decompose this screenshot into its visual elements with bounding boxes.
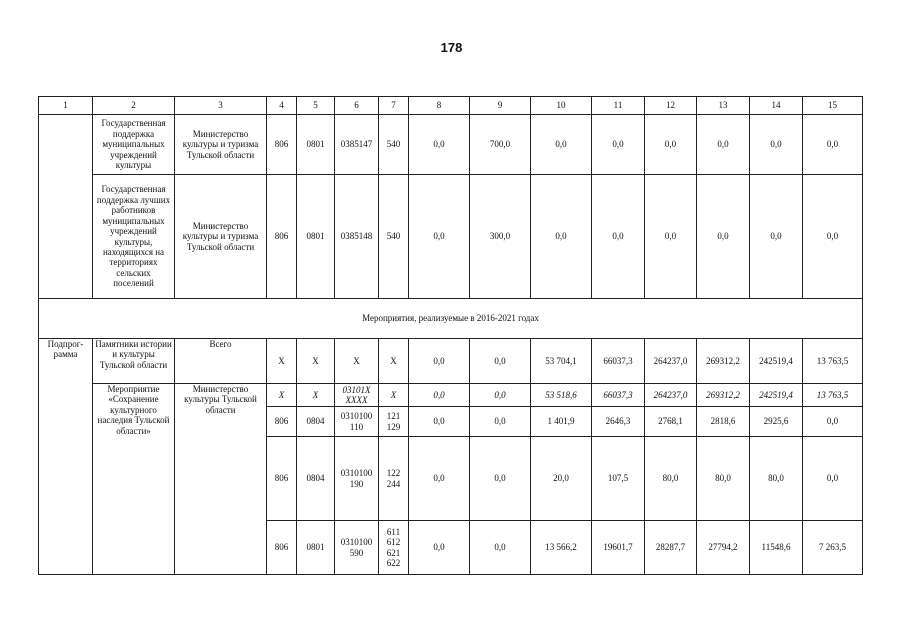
measure-agency: Министерство культуры Тульской области [175, 384, 267, 575]
cell: X [297, 339, 335, 384]
cell: 7 263,5 [803, 521, 863, 575]
cell: 0,0 [592, 175, 645, 299]
cell: 0,0 [470, 437, 531, 521]
header-row [39, 97, 863, 115]
cell: 0385148 [335, 175, 379, 299]
cell: 0,0 [531, 175, 592, 299]
budget-table [38, 96, 863, 575]
cell: 0,0 [803, 115, 863, 175]
program-label: Подпрог-рамма [39, 339, 93, 575]
cell: 53 704,1 [531, 339, 592, 384]
col-header: 15 [803, 97, 863, 115]
cell: 2818,6 [697, 407, 750, 437]
cell: 0,0 [803, 437, 863, 521]
cell: 03101X XXXX [335, 384, 379, 407]
cell: 13 763,5 [803, 339, 863, 384]
cell: 0,0 [750, 175, 803, 299]
col-header: 8 [409, 97, 470, 115]
cell: 0,0 [409, 115, 470, 175]
cell: X [379, 339, 409, 384]
table-row [39, 115, 863, 175]
cell: X [335, 339, 379, 384]
cell: 107,5 [592, 437, 645, 521]
cell: 0,0 [470, 407, 531, 437]
cell: 80,0 [750, 437, 803, 521]
cell: 11548,6 [750, 521, 803, 575]
cell: 0804 [297, 437, 335, 521]
col-header: 7 [379, 97, 409, 115]
cell: 0,0 [645, 115, 697, 175]
cell: 0,0 [409, 521, 470, 575]
program-total-row [39, 339, 863, 384]
cell: 700,0 [470, 115, 531, 175]
cell: 0,0 [409, 407, 470, 437]
col-header: 4 [267, 97, 297, 115]
cell: 121 129 [379, 407, 409, 437]
cell: 0804 [297, 407, 335, 437]
cell: 19601,7 [592, 521, 645, 575]
cell: 264237,0 [645, 384, 697, 407]
col-header: 9 [470, 97, 531, 115]
cell: 0,0 [645, 175, 697, 299]
cell: 27794,2 [697, 521, 750, 575]
col-header: 10 [531, 97, 592, 115]
col-header: 6 [335, 97, 379, 115]
cell: 1 401,9 [531, 407, 592, 437]
agency-name: Министерство культуры и туризма Тульской области [175, 115, 267, 175]
cell: X [379, 384, 409, 407]
cell: 20,0 [531, 437, 592, 521]
cell: 0385147 [335, 115, 379, 175]
cell: 0,0 [750, 115, 803, 175]
cell: 0,0 [409, 437, 470, 521]
cell: 0801 [297, 521, 335, 575]
cell: 0801 [297, 175, 335, 299]
cell: 540 [379, 115, 409, 175]
measure-name: Государственная поддержка лучших работников муниципальных учреждений культуры, находящихся на территориях сельских поселений [93, 175, 175, 299]
cell: 0,0 [470, 384, 531, 407]
col-header: 14 [750, 97, 803, 115]
cell: 0,0 [803, 407, 863, 437]
cell: 264237,0 [645, 339, 697, 384]
agency-name: Министерство культуры и туризма Тульской области [175, 175, 267, 299]
cell: 13 566,2 [531, 521, 592, 575]
col-header: 11 [592, 97, 645, 115]
program-name: Памятники истории и культуры Тульской области [93, 339, 175, 384]
table-row [39, 175, 863, 299]
cell: 806 [267, 175, 297, 299]
empty-cell [39, 115, 93, 299]
cell: 0,0 [803, 175, 863, 299]
cell: 806 [267, 407, 297, 437]
vsego-label: Всего [175, 339, 267, 384]
cell: 0310100 190 [335, 437, 379, 521]
cell: 0,0 [531, 115, 592, 175]
cell: X [267, 384, 297, 407]
col-header: 12 [645, 97, 697, 115]
col-header: 2 [93, 97, 175, 115]
measure-name: Мероприятие «Сохранение культурного наследия Тульской области» [93, 384, 175, 575]
cell: 0,0 [470, 521, 531, 575]
measure-name: Государственная поддержка муниципальных учреждений культуры [93, 115, 175, 175]
cell: 80,0 [697, 437, 750, 521]
cell: 0801 [297, 115, 335, 175]
cell: 80,0 [645, 437, 697, 521]
cell: X [297, 384, 335, 407]
cell: 269312,2 [697, 384, 750, 407]
col-header: 13 [697, 97, 750, 115]
cell: 540 [379, 175, 409, 299]
measure-total-row [39, 384, 863, 407]
cell: 242519,4 [750, 384, 803, 407]
cell: 0,0 [409, 175, 470, 299]
section-title: Мероприятия, реализуемые в 2016-2021 годах [39, 299, 863, 339]
cell: 0,0 [409, 339, 470, 384]
cell: 2768,1 [645, 407, 697, 437]
cell: 0310100 590 [335, 521, 379, 575]
cell: 806 [267, 521, 297, 575]
cell: 0,0 [470, 339, 531, 384]
cell: 300,0 [470, 175, 531, 299]
col-header: 3 [175, 97, 267, 115]
cell: 2646,3 [592, 407, 645, 437]
cell: 28287,7 [645, 521, 697, 575]
cell: 2925,6 [750, 407, 803, 437]
cell: 122 244 [379, 437, 409, 521]
cell: 242519,4 [750, 339, 803, 384]
cell: 0,0 [409, 384, 470, 407]
cell: 13 763,5 [803, 384, 863, 407]
cell: 53 518,6 [531, 384, 592, 407]
page-number: 178 [440, 40, 463, 55]
cell: 806 [267, 115, 297, 175]
cell: 806 [267, 437, 297, 521]
cell: 66037,3 [592, 384, 645, 407]
cell: 0,0 [697, 175, 750, 299]
section-row [39, 299, 863, 339]
cell: 66037,3 [592, 339, 645, 384]
cell: 269312,2 [697, 339, 750, 384]
cell: 611 612 621 622 [379, 521, 409, 575]
cell: 0310100 110 [335, 407, 379, 437]
cell: X [267, 339, 297, 384]
col-header: 1 [39, 97, 93, 115]
col-header: 5 [297, 97, 335, 115]
cell: 0,0 [697, 115, 750, 175]
cell: 0,0 [592, 115, 645, 175]
